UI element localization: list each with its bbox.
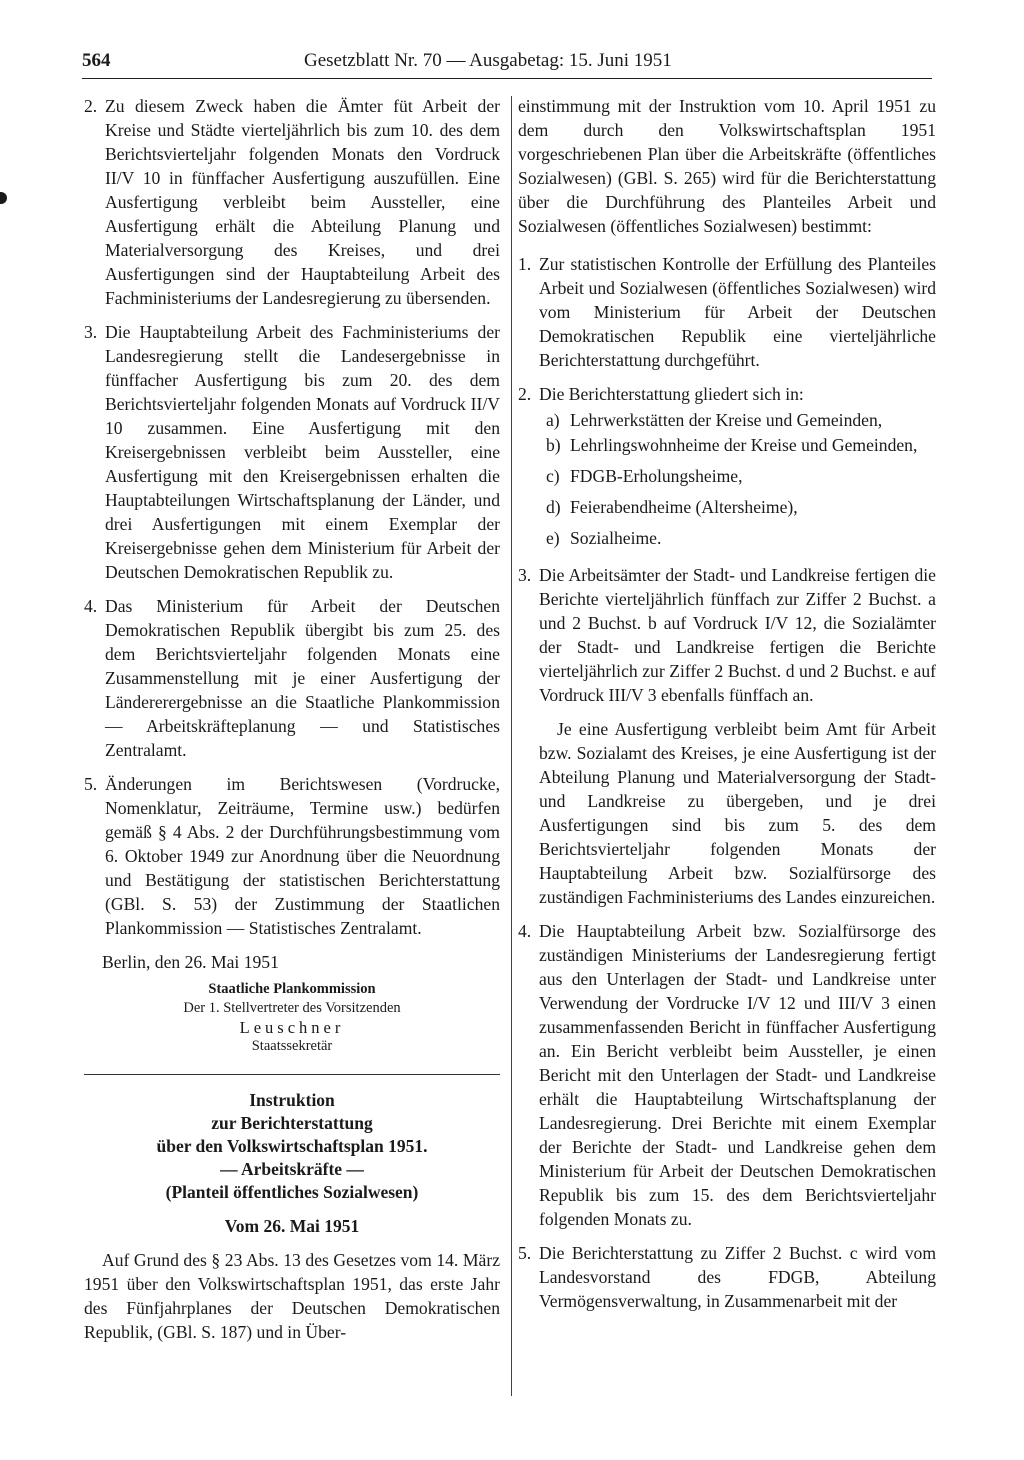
subitem-e: e) Sozialheime. [546,528,662,548]
page-number: 564 [82,50,111,71]
right-item-4: 4. Die Hauptabteilung Arbeit bzw. Sozialfürsorge des zuständigen Ministeriums der Landesregierung fertigt aus den Unterlagen der Stadt- und Landkreise unter Verwendung der Vordrucke I/V 12 und III/V 3 einen zusammenfassenden Bericht in fünffacher Ausfertigung an. Ein Bericht verbleibt beim Aussteller, je einen Bericht mit den Unterlagen der Stadt- und Landkreise erhält die Hauptabteilung Wirtschaftsplanung der Landesregierung. Drei Berichte mit einem Exemplar der Berichte der Stadt- und Landkreise gehen dem Ministerium für Arbeit der Deutschen Demokratischen Republik bis zum 15. des dem Berichtsvierteljahr folgenden Monats zu. [518,921,936,1229]
right-item-5: 5. Die Berichterstattung zu Ziffer 2 Buchst. c wird vom Landesvorstand des FDGB, Abteilung Vermögensverwaltung, in Zusammenarbeit mit der [518,1243,936,1311]
subitem-list [518,408,936,551]
signature-org: Staatliche Plankommission [208,981,376,997]
signature-block [84,980,500,1056]
left-item-3: 3. Die Hauptabteilung Arbeit des Fachministeriums der Landesregierung stellt die Landesergebnisse in fünffacher Ausfertigung bis zum 20. des dem Berichtsvierteljahr folgenden Monats auf Vordruck II/V 10 zusammen. Eine Ausfertigung mit den Kreisergebnissen verbleibt beim Aussteller, eine Ausfertigung mit den Kreisergebnissen erhalten die Hauptabteilungen Wirtschaftsplanung der Länder, und drei Ausfertigungen mit einem Exemplar der Kreisergebnisse gehen dem Ministerium für Arbeit der Deutschen Demokratischen Republik zu. [84,322,500,582]
right-item-3: 3. Die Arbeitsämter der Stadt- und Landkreise fertigen die Berichte vierteljährlich fünffach zur Ziffer 2 Buchst. a und 2 Buchst. b auf Vordruck I/V 12, die Sozialämter der Stadt- und Landkreise fertigen die Berichte vierteljährlich zur Ziffer 2 Buchst. d und 2 Buchst. e auf Vordruck III/V 3 ebenfalls fünffach an. [518,565,936,705]
place-date: Berlin, den 26. Mai 1951 [102,952,279,972]
column-divider [511,96,512,1396]
left-item-2: 2. Zu diesem Zweck haben die Ämter füt Arbeit der Kreise und Städte vierteljährlich bis zum 10. des dem Berichtsvierteljahr folgenden Monats den Vordruck II/V 10 in fünffacher Ausfertigung auszufüllen. Eine Ausfertigung verbleibt beim Aussteller, eine Ausfertigung erhält die Abteilung Planung und Materialversorgung des Kreises, und drei Ausfertigungen sind der Hauptabteilung Arbeit des Fachministeriums der Landesregierung zu übersenden. [84,96,500,308]
right-item-2: 2. Die Berichterstattung gliedert sich in: [518,384,804,404]
subitem-d: d) Feierabendheime (Altersheime), [546,497,798,517]
instruction-heading: Instruktion zur Berichterstattung über den Volkswirtschaftsplan 1951. — Arbeitskräfte — (Planteil öffentliches Sozialwesen) [156,1090,428,1202]
punch-hole-mark [0,192,7,204]
instruction-date: Vom 26. Mai 1951 [224,1216,360,1236]
subitem-a: a) Lehrwerkstätten der Kreise und Gemeinden, [546,410,883,430]
right-item-1: 1. Zur statistischen Kontrolle der Erfüllung des Planteiles Arbeit und Sozialwesen (öffentliches Sozialwesen) wird vom Ministerium für Arbeit der Deutschen Demokratischen Republik eine vierteljährliche Berichterstattung durchgeführt. [518,254,936,370]
section-separator [84,1074,500,1075]
intro-continuation: einstimmung mit der Instruktion vom 10. April 1951 zu dem durch den Volkswirtschaftsplan 1951 vorgeschriebenen Plan über die Arbeitskräfte (öffentliches Sozialwesen) (GBl. S. 265) wird für die Berichterstattung über die Durchführung des Planteiles Arbeit und Sozialwesen (öffentliches Sozialwesen) bestimmt: [518,96,936,236]
page-header [82,50,932,79]
left-column [84,94,500,1344]
signature-title: Staatssekretär [251,1038,333,1054]
signature-name: Leuschner [239,1018,345,1037]
header-title: Gesetzblatt Nr. 70 — Ausgabetag: 15. Juni 1951 [304,50,672,71]
subitem-b: b) Lehrlingswohnheime der Kreise und Gemeinden, [546,435,918,455]
right-column [518,94,936,1323]
subitem-c: c) FDGB-Erholungsheime, [546,466,743,486]
right-item-3-paragraph: Je eine Ausfertigung verbleibt beim Amt für Arbeit bzw. Sozialamt des Kreises, je eine Ausfertigung ist der Abteilung Planung und Materialversorgung der Stadt- und Landkreise zu übergeben, und je drei Ausfertigungen sind bis zum 5. des dem Berichtsvierteljahr folgenden Monats der Hauptabteilung Arbeit bzw. Sozialfürsorge des zuständigen Fachministeriums des Landes einzureichen. [539,719,936,907]
instruction-intro: Auf Grund des § 23 Abs. 13 des Gesetzes vom 14. März 1951 über den Volkswirtschaftsplan 1951, das erste Jahr des Fünfjahrplanes der Deutschen Demokratischen Republik, (GBl. S. 187) und in Über- [84,1250,500,1342]
signature-role: Der 1. Stellvertreter des Vorsitzenden [183,1000,401,1016]
left-item-4: 4. Das Ministerium für Arbeit der Deutschen Demokratischen Republik übergibt bis zum 25. des dem Berichtsvierteljahr folgenden Monats eine Zusammenstellung mit je einer Ausfertigung der Ländererergebnisse an die Staatliche Plankommission — Arbeitskräfteplanung — und Statistisches Zentralamt. [84,596,500,760]
left-item-5: 5. Änderungen im Berichtswesen (Vordrucke, Nomenklatur, Zeiträume, Termine usw.) bedürfen gemäß § 4 Abs. 2 der Durchführungsbestimmung vom 6. Oktober 1949 zur Anordnung über die Neuordnung und Bestätigung der statistischen Berichterstattung (GBl. S. 53) der Zustimmung der Staatlichen Plankommission — Statistisches Zentralamt. [84,774,500,938]
